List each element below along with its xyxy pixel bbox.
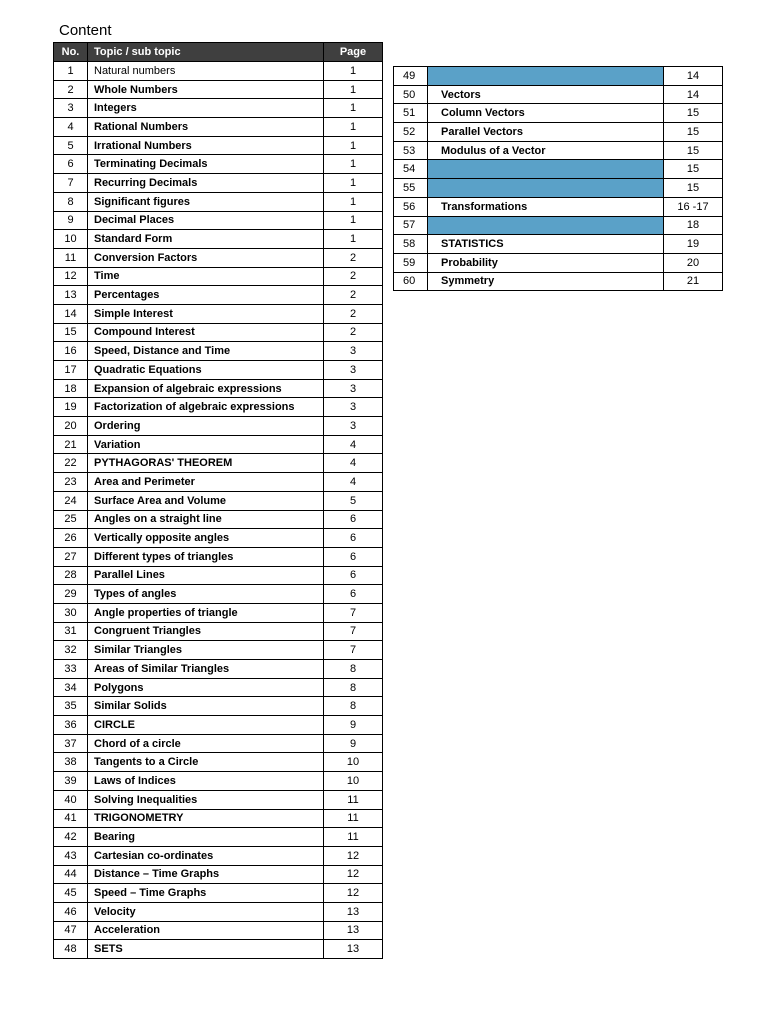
cell-page: 3: [324, 417, 383, 436]
cell-topic: Cartesian co-ordinates: [88, 846, 324, 865]
cell-page: 1: [324, 118, 383, 137]
table-row: [54, 753, 383, 772]
table-row: [54, 267, 383, 286]
contents-table: [53, 42, 383, 959]
cell-no: 9: [54, 211, 88, 230]
cell-page: 3: [324, 342, 383, 361]
cell-topic: Area and Perimeter: [88, 473, 324, 492]
table-row: [54, 192, 383, 211]
cell-page: 15: [664, 179, 723, 198]
table-row: [54, 99, 383, 118]
table-row: [54, 734, 383, 753]
cell-no: 57: [394, 216, 428, 235]
cell-page: 15: [664, 141, 723, 160]
table-row: [54, 286, 383, 305]
cell-topic: Congruent Triangles: [88, 622, 324, 641]
table-row: [54, 361, 383, 380]
cell-page: 3: [324, 379, 383, 398]
cell-no: 7: [54, 174, 88, 193]
cell-topic: Angles on a straight line: [88, 510, 324, 529]
cell-topic: Natural numbers: [88, 62, 324, 81]
cell-no: 1: [54, 62, 88, 81]
cell-topic: Time: [88, 267, 324, 286]
cell-no: 21: [54, 435, 88, 454]
table-row: [54, 417, 383, 436]
table-row: [394, 253, 723, 272]
contents-table-continued: [393, 66, 723, 291]
table-row: [54, 622, 383, 641]
cell-topic: Expansion of algebraic expressions: [88, 379, 324, 398]
cell-page: 1: [324, 230, 383, 249]
cell-no: 3: [54, 99, 88, 118]
cell-page: 9: [324, 716, 383, 735]
cell-page: 2: [324, 267, 383, 286]
cell-no: 59: [394, 253, 428, 272]
cell-topic: Ordering: [88, 417, 324, 436]
cell-topic: Vectors: [428, 85, 664, 104]
cell-topic: Rational Numbers: [88, 118, 324, 137]
cell-page: 1: [324, 99, 383, 118]
cell-topic: Variation: [88, 435, 324, 454]
table-row: [54, 603, 383, 622]
cell-topic: Terminating Decimals: [88, 155, 324, 174]
table-row: [54, 828, 383, 847]
table-row: [54, 155, 383, 174]
cell-no: 20: [54, 417, 88, 436]
cell-topic: Speed, Distance and Time: [88, 342, 324, 361]
cell-no: 48: [54, 940, 88, 959]
cell-page: 1: [324, 136, 383, 155]
cell-topic: Transformations: [428, 197, 664, 216]
cell-no: 36: [54, 716, 88, 735]
table-row: [54, 547, 383, 566]
table-row: [54, 585, 383, 604]
cell-page: 6: [324, 585, 383, 604]
cell-no: 43: [54, 846, 88, 865]
table-row: [54, 902, 383, 921]
cell-page: 14: [664, 85, 723, 104]
cell-topic: Integers: [88, 99, 324, 118]
cell-topic: [428, 216, 664, 235]
cell-no: 37: [54, 734, 88, 753]
cell-topic: Parallel Vectors: [428, 123, 664, 142]
table-row: [54, 118, 383, 137]
table-row: [54, 790, 383, 809]
cell-page: 1: [324, 80, 383, 99]
cell-no: 45: [54, 884, 88, 903]
cell-topic: [428, 160, 664, 179]
table-row: [54, 491, 383, 510]
table-row: [54, 566, 383, 585]
cell-page: 8: [324, 660, 383, 679]
cell-page: 18: [664, 216, 723, 235]
cell-no: 15: [54, 323, 88, 342]
cell-topic: [428, 179, 664, 198]
table-row: [54, 136, 383, 155]
cell-page: 9: [324, 734, 383, 753]
cell-no: 41: [54, 809, 88, 828]
cell-topic: Standard Form: [88, 230, 324, 249]
cell-topic: Acceleration: [88, 921, 324, 940]
cell-no: 53: [394, 141, 428, 160]
cell-no: 50: [394, 85, 428, 104]
cell-topic: Similar Solids: [88, 697, 324, 716]
table-row: [54, 510, 383, 529]
cell-no: 27: [54, 547, 88, 566]
cell-no: 17: [54, 361, 88, 380]
cell-no: 56: [394, 197, 428, 216]
cell-topic: Bearing: [88, 828, 324, 847]
cell-no: 28: [54, 566, 88, 585]
cell-topic: Chord of a circle: [88, 734, 324, 753]
cell-topic: Parallel Lines: [88, 566, 324, 585]
cell-page: 13: [324, 921, 383, 940]
table-row: [54, 529, 383, 548]
cell-page: 2: [324, 248, 383, 267]
cell-page: 3: [324, 361, 383, 380]
table-row: [54, 379, 383, 398]
cell-topic: Vertically opposite angles: [88, 529, 324, 548]
cell-page: 2: [324, 304, 383, 323]
table-row: [394, 85, 723, 104]
table-row: [54, 473, 383, 492]
cell-page: 2: [324, 323, 383, 342]
cell-no: 40: [54, 790, 88, 809]
cell-topic: Simple Interest: [88, 304, 324, 323]
table-row: [54, 398, 383, 417]
cell-page: 11: [324, 828, 383, 847]
cell-no: 58: [394, 235, 428, 254]
cell-no: 6: [54, 155, 88, 174]
cell-page: 1: [324, 155, 383, 174]
cell-no: 18: [54, 379, 88, 398]
cell-no: 54: [394, 160, 428, 179]
cell-no: 55: [394, 179, 428, 198]
cell-page: 8: [324, 697, 383, 716]
table-row: [54, 697, 383, 716]
table-row: [54, 248, 383, 267]
cell-topic: Surface Area and Volume: [88, 491, 324, 510]
cell-topic: Areas of Similar Triangles: [88, 660, 324, 679]
cell-page: 21: [664, 272, 723, 291]
table-row: [394, 179, 723, 198]
cell-topic: STATISTICS: [428, 235, 664, 254]
cell-topic: Significant figures: [88, 192, 324, 211]
cell-topic: Distance – Time Graphs: [88, 865, 324, 884]
table-row: [394, 235, 723, 254]
table-row: [54, 342, 383, 361]
table-row: [54, 716, 383, 735]
cell-no: 32: [54, 641, 88, 660]
table-row: [54, 809, 383, 828]
table-row: [54, 846, 383, 865]
cell-topic: Whole Numbers: [88, 80, 324, 99]
table-header-row: [54, 43, 383, 62]
contents-table-continued-body: [394, 67, 723, 291]
cell-topic: Symmetry: [428, 272, 664, 291]
cell-topic: Column Vectors: [428, 104, 664, 123]
cell-topic: Velocity: [88, 902, 324, 921]
header-no: No.: [54, 43, 88, 62]
cell-topic: Modulus of a Vector: [428, 141, 664, 160]
cell-page: 20: [664, 253, 723, 272]
cell-page: 4: [324, 435, 383, 454]
cell-no: 47: [54, 921, 88, 940]
cell-no: 39: [54, 772, 88, 791]
cell-page: 6: [324, 510, 383, 529]
cell-no: 23: [54, 473, 88, 492]
table-row: [54, 641, 383, 660]
contents-table-body: [54, 62, 383, 959]
cell-topic: Decimal Places: [88, 211, 324, 230]
table-row: [394, 123, 723, 142]
table-row: [394, 141, 723, 160]
cell-page: 12: [324, 865, 383, 884]
cell-page: 6: [324, 529, 383, 548]
cell-topic: Angle properties of triangle: [88, 603, 324, 622]
cell-no: 22: [54, 454, 88, 473]
table-row: [54, 304, 383, 323]
table-row: [394, 104, 723, 123]
table-row: [54, 323, 383, 342]
table-row: [394, 216, 723, 235]
page-title: Content: [59, 22, 112, 39]
cell-page: 5: [324, 491, 383, 510]
cell-no: 51: [394, 104, 428, 123]
cell-topic: [428, 67, 664, 86]
cell-topic: Laws of Indices: [88, 772, 324, 791]
table-row: [394, 160, 723, 179]
cell-page: 13: [324, 940, 383, 959]
table-row: [54, 230, 383, 249]
table-row: [54, 940, 383, 959]
cell-no: 12: [54, 267, 88, 286]
cell-topic: Percentages: [88, 286, 324, 305]
cell-topic: Factorization of algebraic expressions: [88, 398, 324, 417]
cell-no: 42: [54, 828, 88, 847]
cell-page: 7: [324, 641, 383, 660]
header-page: Page: [324, 43, 383, 62]
cell-no: 35: [54, 697, 88, 716]
cell-page: 13: [324, 902, 383, 921]
cell-topic: SETS: [88, 940, 324, 959]
cell-page: 15: [664, 104, 723, 123]
cell-no: 10: [54, 230, 88, 249]
cell-no: 24: [54, 491, 88, 510]
cell-no: 38: [54, 753, 88, 772]
cell-page: 1: [324, 174, 383, 193]
cell-topic: Conversion Factors: [88, 248, 324, 267]
header-topic: Topic / sub topic: [88, 43, 324, 62]
table-row: [54, 454, 383, 473]
cell-no: 14: [54, 304, 88, 323]
cell-topic: CIRCLE: [88, 716, 324, 735]
cell-topic: Polygons: [88, 678, 324, 697]
cell-topic: Compound Interest: [88, 323, 324, 342]
cell-topic: Different types of triangles: [88, 547, 324, 566]
cell-page: 6: [324, 547, 383, 566]
cell-topic: Speed – Time Graphs: [88, 884, 324, 903]
table-row: [54, 660, 383, 679]
cell-no: 25: [54, 510, 88, 529]
cell-page: 2: [324, 286, 383, 305]
cell-no: 46: [54, 902, 88, 921]
cell-topic: Solving Inequalities: [88, 790, 324, 809]
cell-page: 11: [324, 790, 383, 809]
table-row: [54, 921, 383, 940]
cell-page: 15: [664, 160, 723, 179]
cell-no: 4: [54, 118, 88, 137]
table-row: [54, 211, 383, 230]
cell-page: 1: [324, 211, 383, 230]
cell-page: 19: [664, 235, 723, 254]
cell-no: 52: [394, 123, 428, 142]
cell-topic: PYTHAGORAS' THEOREM: [88, 454, 324, 473]
cell-page: 4: [324, 454, 383, 473]
cell-page: 7: [324, 603, 383, 622]
table-row: [394, 197, 723, 216]
cell-topic: Quadratic Equations: [88, 361, 324, 380]
table-row: [54, 678, 383, 697]
table-row: [54, 174, 383, 193]
cell-page: 8: [324, 678, 383, 697]
cell-page: 14: [664, 67, 723, 86]
table-row: [394, 272, 723, 291]
cell-topic: Tangents to a Circle: [88, 753, 324, 772]
cell-page: 1: [324, 62, 383, 81]
cell-page: 16 -17: [664, 197, 723, 216]
cell-no: 60: [394, 272, 428, 291]
cell-no: 5: [54, 136, 88, 155]
cell-no: 16: [54, 342, 88, 361]
cell-page: 12: [324, 884, 383, 903]
cell-no: 33: [54, 660, 88, 679]
cell-no: 2: [54, 80, 88, 99]
cell-topic: Recurring Decimals: [88, 174, 324, 193]
cell-no: 13: [54, 286, 88, 305]
cell-page: 3: [324, 398, 383, 417]
cell-no: 49: [394, 67, 428, 86]
cell-topic: TRIGONOMETRY: [88, 809, 324, 828]
cell-page: 10: [324, 753, 383, 772]
cell-page: 12: [324, 846, 383, 865]
cell-no: 19: [54, 398, 88, 417]
cell-page: 10: [324, 772, 383, 791]
table-row: [54, 772, 383, 791]
cell-page: 11: [324, 809, 383, 828]
cell-no: 8: [54, 192, 88, 211]
cell-no: 34: [54, 678, 88, 697]
cell-no: 11: [54, 248, 88, 267]
cell-no: 26: [54, 529, 88, 548]
table-row: [54, 435, 383, 454]
table-row: [394, 67, 723, 86]
cell-topic: Irrational Numbers: [88, 136, 324, 155]
cell-page: 1: [324, 192, 383, 211]
cell-page: 6: [324, 566, 383, 585]
table-row: [54, 80, 383, 99]
cell-page: 7: [324, 622, 383, 641]
cell-topic: Types of angles: [88, 585, 324, 604]
table-row: [54, 865, 383, 884]
table-row: [54, 62, 383, 81]
cell-topic: Similar Triangles: [88, 641, 324, 660]
cell-no: 31: [54, 622, 88, 641]
cell-no: 29: [54, 585, 88, 604]
cell-no: 30: [54, 603, 88, 622]
cell-topic: Probability: [428, 253, 664, 272]
cell-no: 44: [54, 865, 88, 884]
table-row: [54, 884, 383, 903]
cell-page: 15: [664, 123, 723, 142]
cell-page: 4: [324, 473, 383, 492]
